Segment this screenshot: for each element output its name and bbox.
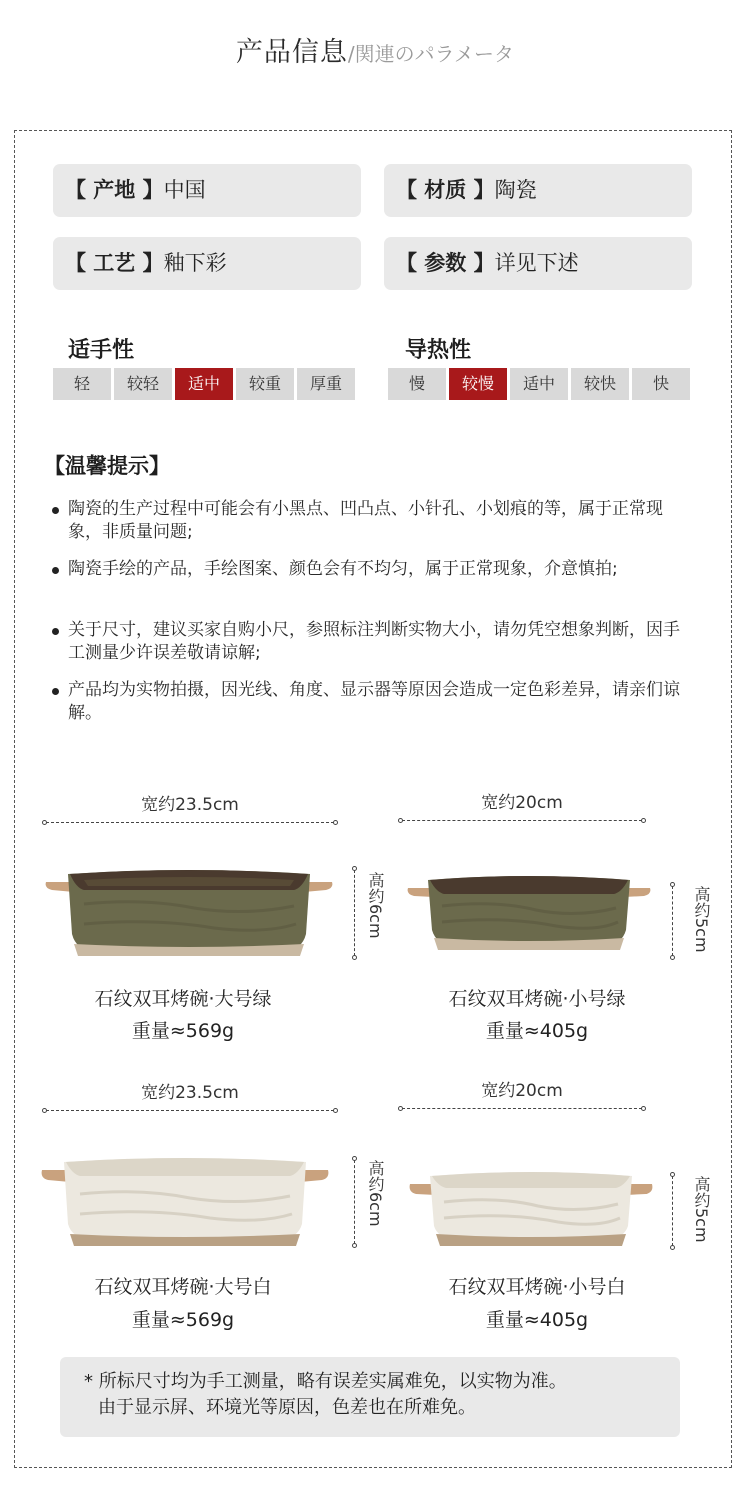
product-weight: 重量≈405g — [485, 1020, 589, 1042]
bullet-icon — [52, 507, 59, 514]
heat-option: 快 — [632, 368, 690, 400]
tip-text: 陶瓷的生产过程中可能会有小黑点、凹凸点、小针孔、小划痕的等，属于正常现象，非质量问题; — [68, 499, 663, 542]
handfeel-title: 适手性 — [68, 338, 135, 363]
width-label: 宽约20cm — [481, 1081, 563, 1101]
height-label: 高约6cm — [366, 1160, 385, 1227]
handfeel-option: 适中 — [175, 368, 233, 400]
handfeel-option: 较轻 — [114, 368, 172, 400]
attr-craft — [53, 237, 361, 290]
width-dimension-line — [398, 1106, 646, 1112]
height-label: 高约5cm — [692, 886, 711, 953]
attr-material — [384, 164, 692, 217]
heat-option: 慢 — [388, 368, 446, 400]
tips-title: 【温馨提示】 — [44, 454, 170, 478]
bowl-large-green-image — [44, 864, 334, 960]
tip-item — [52, 558, 692, 581]
height-dimension-line — [352, 1156, 358, 1248]
disclaimer-note — [60, 1357, 680, 1437]
width-dimension-line — [42, 820, 338, 826]
heat-scale — [388, 368, 693, 400]
tip-item — [52, 619, 692, 665]
section-header — [0, 30, 750, 69]
attr-key: 【 参数 】 — [396, 251, 495, 275]
tip-item — [52, 679, 692, 725]
attr-key: 【 材质 】 — [396, 178, 495, 202]
bowl-small-green-image — [406, 870, 652, 952]
tip-item — [52, 498, 692, 544]
handfeel-option: 厚重 — [297, 368, 355, 400]
attr-value: 釉下彩 — [163, 251, 227, 275]
product-name: 石纹双耳烤碗·小号白 — [448, 1276, 626, 1298]
product-name: 石纹双耳烤碗·小号绿 — [448, 988, 626, 1010]
bullet-icon — [52, 628, 59, 635]
attr-key: 【 工艺 】 — [65, 251, 164, 275]
attr-value: 详见下述 — [494, 251, 579, 275]
handfeel-option: 较重 — [236, 368, 294, 400]
page-title: 产品信息 — [235, 37, 348, 68]
height-label: 高约6cm — [366, 872, 385, 939]
width-dimension-line — [398, 818, 646, 824]
bowl-small-white-image — [408, 1166, 654, 1248]
product-weight: 重量≈405g — [485, 1309, 589, 1331]
page-subtitle: /関連のパラメータ — [347, 42, 515, 66]
product-name: 石纹双耳烤碗·大号白 — [94, 1276, 272, 1298]
attr-value: 中国 — [163, 178, 206, 202]
height-label: 高约5cm — [692, 1176, 711, 1243]
bullet-icon — [52, 567, 59, 574]
width-label: 宽约23.5cm — [141, 1083, 239, 1103]
height-dimension-line — [352, 866, 358, 960]
attr-params — [384, 237, 692, 290]
tip-text: 关于尺寸，建议买家自购小尺，参照标注判断实物大小，请勿凭空想象判断，因手工测量少许误差敬请谅解; — [68, 620, 680, 663]
attr-origin — [53, 164, 361, 217]
height-dimension-line — [670, 882, 676, 960]
note-line-1: * 所标尺寸均为手工测量，略有误差实属难免，以实物为准。 — [84, 1371, 567, 1392]
heat-option: 较快 — [571, 368, 629, 400]
heat-option: 适中 — [510, 368, 568, 400]
product-name: 石纹双耳烤碗·大号绿 — [94, 988, 272, 1010]
tip-text: 产品均为实物拍摄，因光线、角度、显示器等原因会造成一定色彩差异，请亲们谅解。 — [68, 680, 680, 723]
bowl-large-white-image — [40, 1152, 330, 1248]
width-label: 宽约23.5cm — [141, 795, 239, 815]
handfeel-scale — [53, 368, 358, 400]
width-label: 宽约20cm — [481, 793, 563, 813]
heat-title: 导热性 — [405, 338, 472, 363]
attr-key: 【 产地 】 — [65, 178, 164, 202]
note-line-2: 由于显示屏、环境光等原因，色差也在所难免。 — [98, 1397, 476, 1418]
tip-text: 陶瓷手绘的产品，手绘图案、颜色会有不均匀，属于正常现象，介意慎拍; — [68, 559, 618, 579]
product-weight: 重量≈569g — [131, 1309, 235, 1331]
heat-option: 较慢 — [449, 368, 507, 400]
width-dimension-line — [42, 1108, 338, 1114]
product-weight: 重量≈569g — [131, 1020, 235, 1042]
height-dimension-line — [670, 1172, 676, 1250]
handfeel-option: 轻 — [53, 368, 111, 400]
bullet-icon — [52, 688, 59, 695]
attr-value: 陶瓷 — [494, 178, 537, 202]
